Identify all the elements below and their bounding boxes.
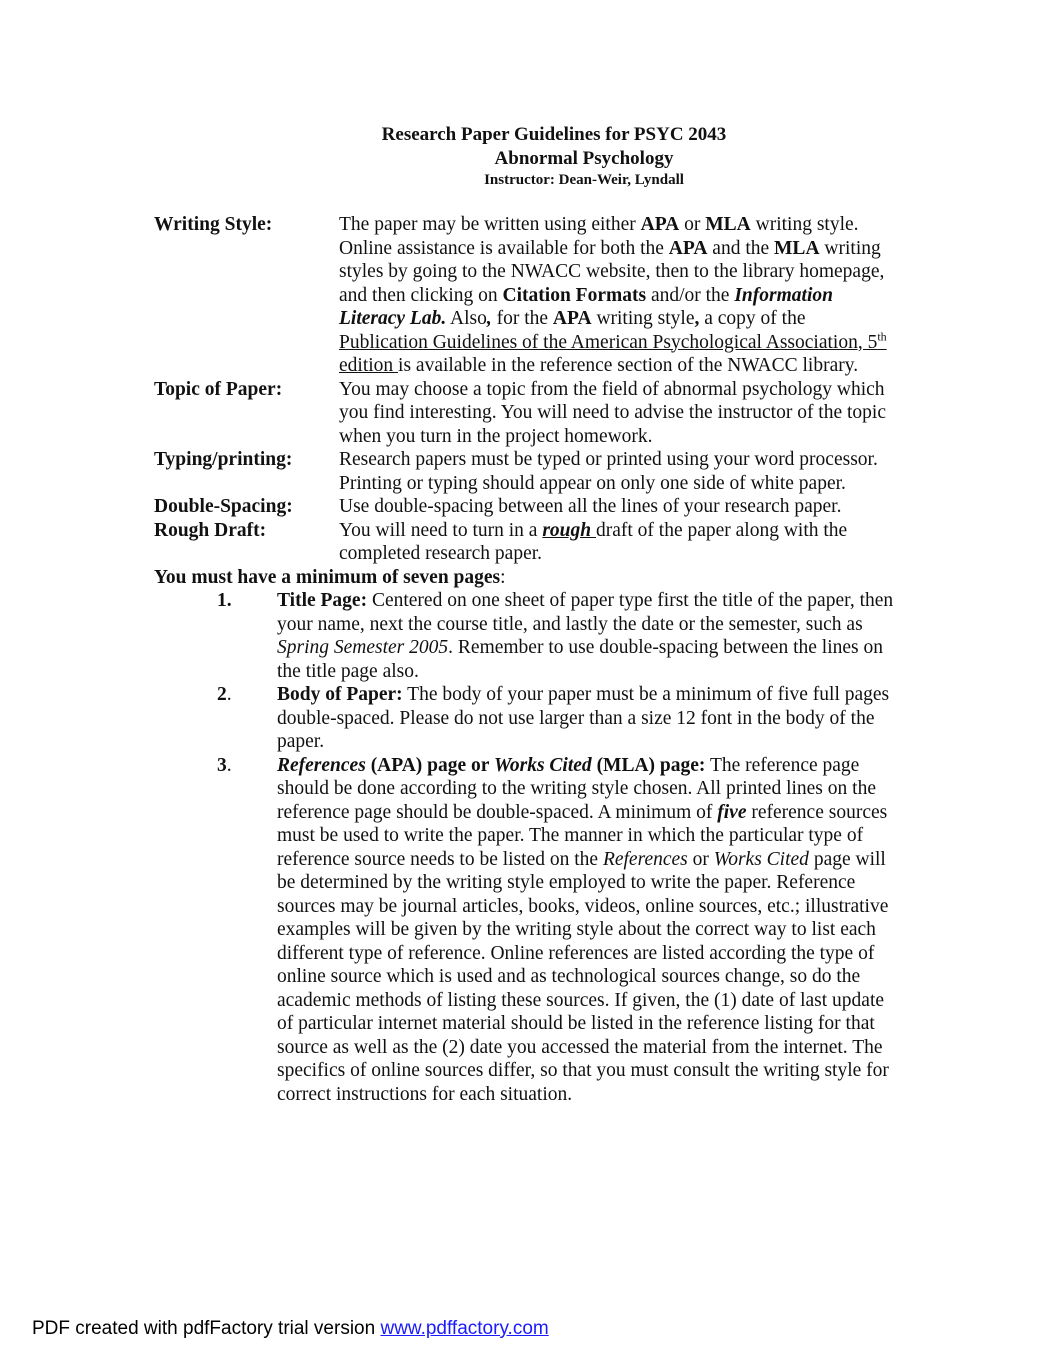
mla-term: MLA [705, 214, 751, 235]
section-label: Typing/printing: [154, 449, 293, 470]
section-content: You may choose a topic from the field of abnormal psychology which you find interesting. You will need to advise the instructor of the topic when you turn in the project homework. [339, 378, 886, 447]
text-run: Centered on one sheet of paper type first the title of the paper, then your name, next the course title, and lastly the date or the semester, such as [277, 590, 894, 635]
section-label: Writing Style: [154, 214, 273, 235]
item-heading: (MLA) page: [591, 754, 706, 776]
list-number: 2. [217, 684, 232, 705]
item-heading: Works Cited [493, 754, 592, 776]
pdf-footer [32, 1318, 549, 1340]
list-number: 1. [217, 590, 232, 611]
apa-term: APA [640, 214, 680, 235]
text-run: or [679, 214, 706, 235]
publication-guidelines-title: Publication Guidelines of the American Psychological Association, 5th edition [339, 329, 887, 376]
rough-term: rough [542, 519, 596, 541]
text-run: draft of the paper along with the completed research paper. [339, 519, 848, 564]
text-run: page will be determined by the writing style employed to write the paper. Reference sources may be journal articles, books, videos, online sources, etc.; illustrative examples will be given by the writing style about the correct way to list each different type of reference. Online references are listed according the type of online source which is used and as technological sources change, so do the academic methods of listing these sources. If given, the (1) date of last update of particular internet material should be listed in the reference listing for that source as well as the (2) date you accessed the material from the internet. The specifics of online sources differ, so that you must consult the writing style for correct instructions for each situation. [277, 848, 889, 1105]
text-run: reference sources must be used to write the paper. The manner in which the particular type of reference source needs to be listed on the [277, 801, 888, 870]
text-run: References [602, 848, 688, 870]
list-number: 3. [217, 754, 232, 776]
section-label: Double-Spacing: [154, 496, 293, 517]
text-run: . Remember to use double-spacing between the lines on the title page also. [277, 637, 883, 682]
section-content [339, 213, 899, 378]
list-item-text [277, 754, 899, 1107]
text-run: or [687, 848, 714, 870]
section-typing [154, 448, 899, 495]
text-run: for the [491, 308, 553, 329]
text-run: The paper may be written using either [339, 214, 641, 235]
pdffactory-link[interactable]: www.pdffactory.com [380, 1318, 549, 1339]
text-run: Spring Semester 2005 [277, 637, 449, 658]
item-heading: References [277, 754, 366, 776]
section-content: Use double-spacing between all the lines of your research paper. [339, 496, 842, 517]
text-run: a copy of the [699, 308, 806, 329]
text-run: , [694, 308, 700, 329]
list-item [154, 683, 899, 754]
text-run: You will need to turn in a [339, 519, 543, 541]
text-run: writing style. Online assistance is available for both the [339, 214, 859, 259]
apa-term: APA [668, 237, 708, 259]
minimum-pages-heading: You must have a minimum of seven pages: [154, 566, 506, 588]
section-label: Topic of Paper: [154, 378, 283, 400]
footer-text: PDF created with pdfFactory trial version [32, 1318, 381, 1339]
section-writing-style [154, 213, 899, 378]
mla-term: MLA [774, 237, 820, 259]
list-item-text [277, 589, 899, 683]
text-run: writing styles by going to the NWACC website, then to the library homepage, and then clicking on [339, 237, 885, 306]
document-title: Research Paper Guidelines for PSYC 2043 [381, 124, 727, 145]
citation-formats-term: Citation Formats [502, 284, 647, 306]
apa-term: APA [552, 308, 592, 329]
section-content [339, 519, 899, 566]
text-run: writing style [591, 308, 695, 329]
course-name: Abnormal Psychology [494, 148, 674, 169]
item-heading: (APA) page or [365, 754, 494, 776]
text-run: Also [446, 308, 487, 329]
text-run: is available in the reference section of the NWACC library. [398, 355, 859, 376]
section-double-spacing [154, 495, 899, 519]
item-heading: Body of Paper: [277, 684, 403, 705]
section-topic [154, 378, 899, 449]
section-label: Rough Draft: [154, 519, 267, 541]
list-item-text [277, 683, 899, 754]
section-content: Research papers must be typed or printed using your word processor. Printing or typing should appear on only one side of white paper. [339, 449, 878, 494]
text-run: , [486, 308, 492, 329]
list-item [154, 589, 899, 683]
item-heading: Title Page: [277, 590, 368, 611]
text-run: The body of your paper must be a minimum of five full pages double-spaced. Please do not use larger than a size 12 font in the body of the paper. [277, 684, 890, 752]
list-item [154, 754, 899, 1107]
text-run: The reference page should be done according to the writing style chosen. All printed lines on the reference page should be double-spaced. A minimum of [277, 754, 876, 823]
information-literacy-lab-term: Information Literacy Lab. [339, 284, 833, 329]
page-requirements-list [154, 589, 899, 1106]
text-run: and the [707, 237, 775, 259]
text-run: and/or the [646, 284, 735, 306]
guidelines-body [154, 213, 899, 1106]
section-rough-draft [154, 519, 899, 566]
text-run: Works Cited [713, 848, 809, 870]
text-run: five [717, 801, 747, 823]
instructor-line: Instructor: Dean-Weir, Lyndall [484, 172, 684, 188]
